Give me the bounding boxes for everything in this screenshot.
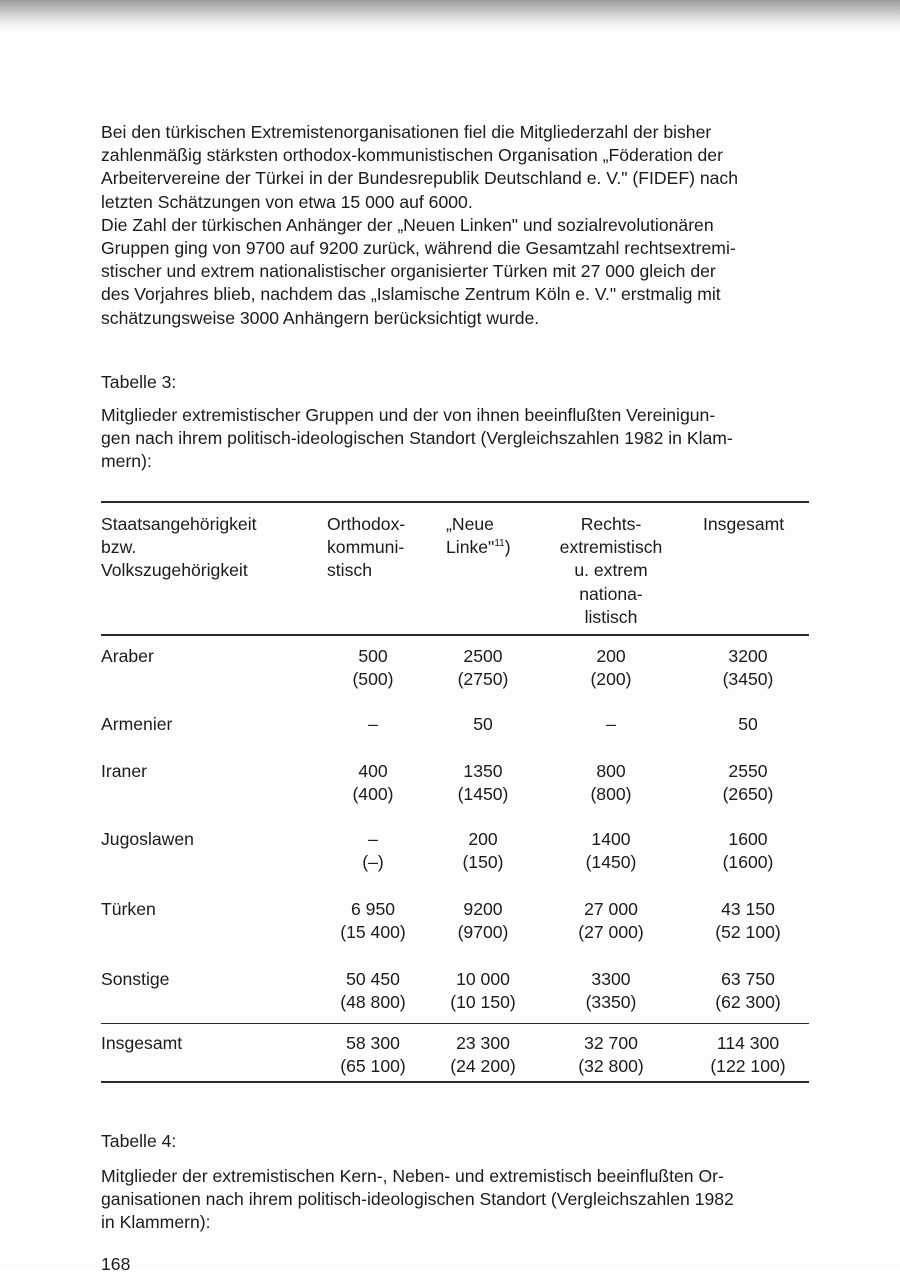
value-1982: (3350) [585, 992, 637, 1013]
cell-neue [440, 713, 526, 736]
value-1983: – [606, 714, 616, 734]
value-1982: (800) [590, 784, 632, 805]
value-1983: 9200 [463, 899, 503, 919]
intro-line: Bei den türkischen Extremistenorganisationen fiel die Mitgliederzahl der bisher [101, 122, 712, 142]
value-1983: 1400 [591, 829, 631, 849]
value-1982: (3450) [722, 669, 774, 690]
value-1982: (24 200) [450, 1056, 516, 1077]
caption-line: Mitglieder der extremistischen Kern-, Neben- und extremistisch beeinflußten Or- [101, 1166, 724, 1186]
value-1983: 800 [596, 761, 626, 781]
value-1982: (10 150) [450, 992, 516, 1013]
cell-orthodox [330, 1032, 416, 1078]
value-1983: 2550 [728, 761, 768, 781]
intro-line: stischer und extrem nationalistischer organisierter Türken mit 27 000 gleich der [101, 261, 716, 282]
value-1983: 6 950 [350, 899, 396, 919]
cell-total [700, 713, 796, 736]
row-label: Insgesamt [101, 1033, 183, 1053]
intro-line: des Vorjahres blieb, nachdem das „Islamische Zentrum Köln e. V." erstmalig mit [101, 284, 721, 305]
cell-total [700, 760, 796, 806]
row-label: Araber [101, 646, 154, 666]
value-1983: 50 [473, 714, 493, 734]
cell-orthodox [330, 713, 416, 736]
value-1983: 50 [738, 714, 758, 734]
header-group: Staatsangehörigkeit bzw. Volkszugehörigkeit [101, 514, 257, 581]
value-1982: (–) [362, 852, 384, 873]
value-1982: (27 000) [578, 922, 644, 943]
cell-total [700, 1032, 796, 1078]
value-1983: – [368, 714, 378, 734]
header-rechts: Rechts- extremistisch u. extrem nationa- listisch [559, 514, 663, 627]
cell-neue [440, 645, 526, 691]
cell-rechts [560, 760, 662, 806]
value-1983: 114 300 [716, 1033, 780, 1053]
value-1983: 200 [468, 829, 498, 849]
cell-rechts [560, 1032, 662, 1078]
value-1983: 200 [596, 646, 626, 666]
value-1982: (62 300) [715, 992, 781, 1013]
cell-rechts [560, 713, 662, 736]
value-1982: (1600) [722, 852, 774, 873]
cell-orthodox [330, 898, 416, 944]
cell-total [700, 645, 796, 691]
intro-line: schätzungsweise 3000 Anhängern berücksichtigt wurde. [101, 307, 540, 328]
intro-line: letzten Schätzungen von etwa 15 000 auf 6000. [101, 191, 473, 212]
cell-neue [440, 760, 526, 806]
table4-caption [101, 1165, 813, 1235]
value-1983: 1600 [728, 829, 768, 849]
intro-line: Arbeitervereine der Türkei in der Bundesrepublik Deutschland e. V." (FIDEF) nach [101, 168, 739, 189]
cell-orthodox [330, 645, 416, 691]
cell-neue [440, 898, 526, 944]
value-1982: (1450) [585, 852, 637, 873]
value-1982: (400) [352, 784, 394, 805]
value-1983: 63 750 [721, 969, 775, 989]
value-1983: – [368, 829, 378, 849]
value-1982: (9700) [457, 922, 509, 943]
cell-rechts [560, 828, 662, 874]
value-1983: 10 000 [456, 969, 510, 989]
cell-neue [440, 1032, 526, 1078]
value-1982: (122 100) [710, 1056, 786, 1077]
value-1982: (65 100) [340, 1056, 406, 1077]
intro-line: Die Zahl der türkischen Anhänger der „Neuen Linken" und sozialrevolutionären [101, 214, 714, 235]
scan-top-shadow [0, 0, 900, 30]
value-1983: 43 150 [721, 899, 775, 919]
header-rule [101, 634, 809, 636]
value-1982: (200) [590, 669, 632, 690]
value-1983: 400 [358, 761, 388, 781]
intro-paragraph [101, 121, 813, 330]
value-1983: 3200 [728, 646, 768, 666]
header-neue-linke: „Neue Linke"$^{11}$) [446, 514, 511, 558]
row-label: Türken [101, 899, 156, 919]
page-number: 168 [101, 1254, 131, 1274]
row-label: Sonstige [101, 969, 170, 989]
cell-total [700, 968, 796, 1014]
value-1982: (500) [352, 669, 394, 690]
table-bottom-rule [101, 1081, 809, 1083]
caption-line: Mitglieder extremistischer Gruppen und der von ihnen beeinflußten Vereinigun- [101, 405, 716, 425]
intro-line: zahlenmäßig stärksten orthodox-kommunistischen Organisation „Föderation der [101, 145, 723, 166]
value-1982: (15 400) [340, 922, 406, 943]
total-rule [101, 1023, 809, 1024]
value-1983: 500 [358, 646, 388, 666]
value-1982: (48 800) [340, 992, 406, 1013]
cell-neue [440, 828, 526, 874]
cell-orthodox [330, 828, 416, 874]
table4-label: Tabelle 4: [101, 1131, 177, 1151]
cell-orthodox [330, 760, 416, 806]
row-label: Iraner [101, 761, 147, 781]
table3-label: Tabelle 3: [101, 372, 177, 392]
cell-rechts [560, 968, 662, 1014]
value-1983: 58 300 [346, 1033, 400, 1053]
cell-orthodox [330, 968, 416, 1014]
value-1982: (52 100) [715, 922, 781, 943]
cell-neue [440, 968, 526, 1014]
table3-caption [101, 404, 813, 474]
value-1983: 23 300 [456, 1033, 510, 1053]
caption-line: gen nach ihrem politisch-ideologischen Standort (Vergleichszahlen 1982 in Klam- [101, 428, 733, 449]
intro-line: Gruppen ging von 9700 auf 9200 zurück, während die Gesamtzahl rechtsextremi- [101, 238, 736, 259]
value-1983: 32 700 [584, 1033, 638, 1053]
header-insgesamt: Insgesamt [703, 514, 785, 534]
caption-line: in Klammern): [101, 1212, 211, 1233]
cell-rechts [560, 645, 662, 691]
value-1982: (2650) [722, 784, 774, 805]
value-1982: (1450) [457, 784, 509, 805]
value-1983: 3300 [591, 969, 631, 989]
cell-total [700, 828, 796, 874]
table-top-rule [101, 501, 809, 503]
value-1983: 1350 [463, 761, 503, 781]
value-1983: 50 450 [346, 969, 400, 989]
caption-line: mern): [101, 451, 152, 472]
cell-total [700, 898, 796, 944]
row-label: Jugoslawen [101, 829, 194, 849]
value-1982: (2750) [457, 669, 509, 690]
cell-rechts [560, 898, 662, 944]
value-1983: 27 000 [584, 899, 638, 919]
header-orthodox: Orthodox- kommuni- stisch [327, 514, 406, 581]
value-1982: (32 800) [578, 1056, 644, 1077]
footnote-marker: 11 [494, 538, 505, 550]
caption-line: ganisationen nach ihrem politisch-ideologischen Standort (Vergleichszahlen 1982 [101, 1189, 734, 1210]
value-1983: 2500 [463, 646, 503, 666]
row-label: Armenier [101, 714, 173, 734]
value-1982: (150) [462, 852, 504, 873]
